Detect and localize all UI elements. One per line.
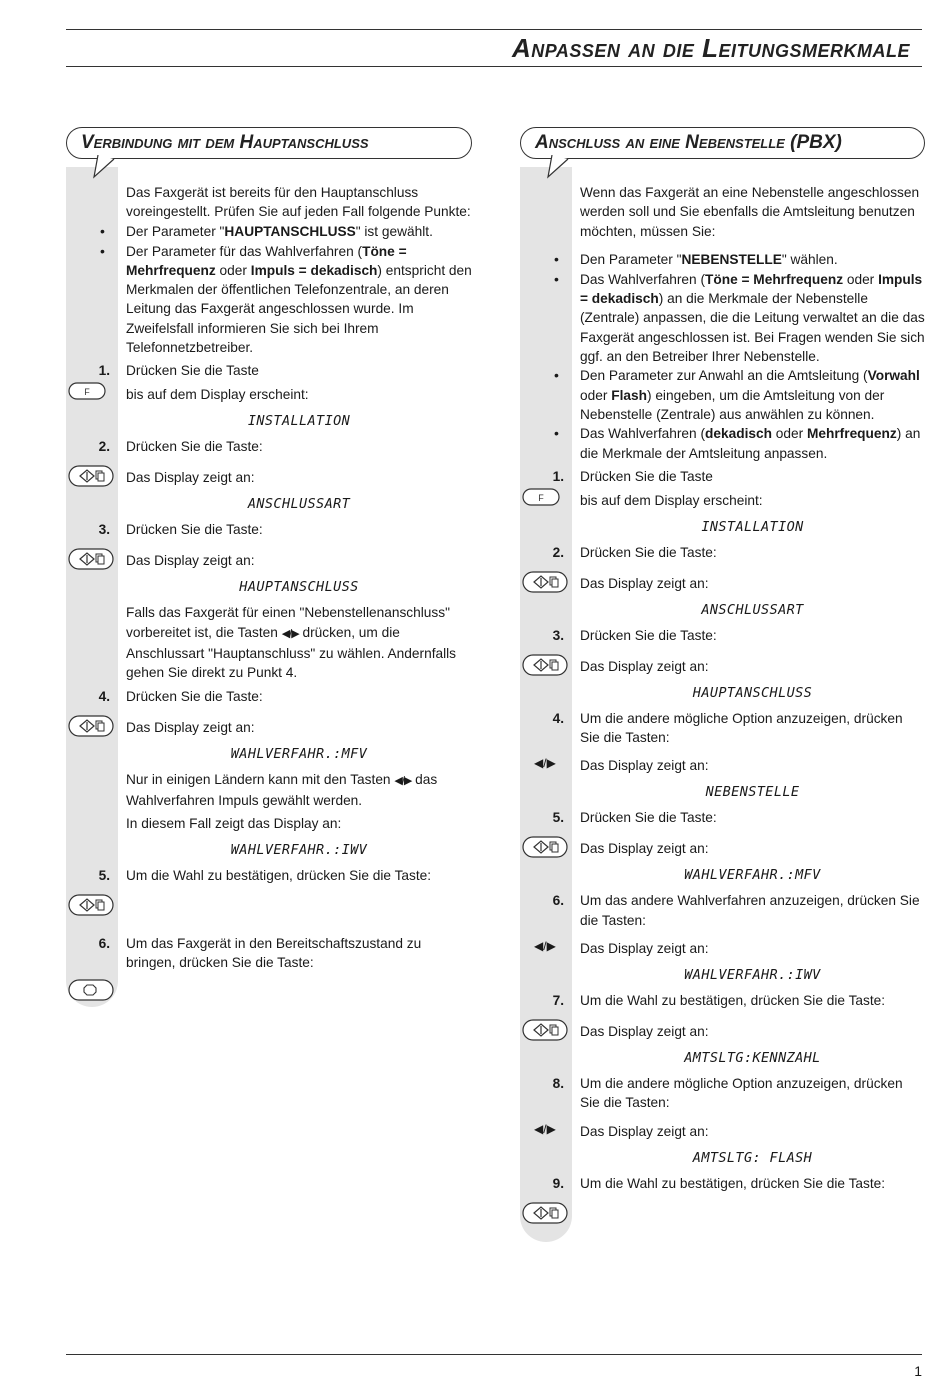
- section-nebenstelle: [520, 127, 925, 1231]
- step-9-key-row: [520, 1205, 925, 1231]
- step-2-key-row: Das Display zeigt an:: [520, 574, 925, 594]
- ok-key-icon[interactable]: [522, 571, 570, 595]
- step-4-key-row: Das Display zeigt an:: [66, 718, 472, 738]
- display-text: ANSCHLUSSART: [247, 496, 351, 513]
- section-content: [66, 159, 472, 1012]
- header-tail-decoration: [92, 155, 122, 185]
- header-tail-decoration: [546, 155, 576, 185]
- bullet: •: [554, 367, 559, 384]
- left-right-arrows-icon[interactable]: ◀/▶: [534, 756, 556, 771]
- bullet: •: [554, 425, 559, 442]
- intro-paragraph: Wenn das Faxgerät an eine Nebenstelle angeschlossen werden soll und Sie ebenfalls die Amtsleitung benutzen möchten, müssen Sie:: [580, 185, 920, 239]
- step-8-arrows-row: ◀/▶ Das Display zeigt an:: [534, 1121, 709, 1139]
- step-3: 3. Drücken Sie die Taste:: [552, 627, 717, 643]
- step-2: 2. Drücken Sie die Taste:: [98, 439, 263, 455]
- page-title: Anpassen an die Leitungsmerkmale: [511, 33, 910, 63]
- step-1: 1. Drücken Sie die Taste: [552, 468, 713, 484]
- ok-key-icon[interactable]: [68, 465, 116, 489]
- display-text: AMTSLTG:KENNZAHL: [684, 1050, 821, 1067]
- step-6: 6. Um das andere Wahlverfahren anzuzeigen, drücken Sie die Tasten:: [552, 893, 920, 928]
- step-3-key-row: Das Display zeigt an:: [66, 551, 472, 571]
- left-right-arrows-icon: ◀/▶: [281, 627, 299, 640]
- display-text: INSTALLATION: [701, 518, 804, 535]
- display-text: ANSCHLUSSART: [701, 601, 804, 618]
- ok-key-icon[interactable]: [68, 894, 116, 918]
- list-item: • Das Wahlverfahren (Töne = Mehrfrequenz oder Impuls = dekadisch) an die Merkmale der Nebenstelle (Zentrale) anpassen, die die Leitung verwaltet an die das Faxgerät angeschlossen ist. Bei Fragen wenden Sie sich ggf. an den Betreiber Ihrer Nebenstelle.: [554, 270, 925, 365]
- left-right-arrows-icon: ◀/▶: [394, 774, 412, 787]
- step-6-key-row: [66, 982, 472, 1012]
- f-key-icon[interactable]: [68, 382, 108, 402]
- bullet: •: [554, 250, 559, 267]
- list-item: • Den Parameter zur Anwahl an die Amtsleitung (Vorwahl oder Flash) eingeben, um die Amtsleitung von der Nebenstelle (Zentrale) aus anwählen zu können.: [554, 367, 920, 422]
- title-rule: [66, 66, 922, 67]
- ok-key-icon[interactable]: [68, 548, 116, 572]
- display-text: HAUPTANSCHLUSS: [239, 579, 359, 596]
- note-paragraph: Nur in einigen Ländern kann mit den Tasten ◀/▶ das Wahlverfahren Impuls gewählt werden.: [126, 771, 438, 808]
- step-1: 1. Drücken Sie die Taste: [98, 363, 259, 379]
- step-6-arrows-row: ◀/▶ Das Display zeigt an:: [534, 939, 709, 957]
- page-number: 1: [914, 1363, 922, 1378]
- section-title: Verbindung mit dem Hauptanschluss: [81, 132, 369, 153]
- step-2-key-row: Das Display zeigt an:: [66, 468, 472, 488]
- ok-key-icon[interactable]: [522, 1202, 570, 1226]
- step-4-arrows-row: ◀/▶ Das Display zeigt an:: [534, 756, 709, 774]
- display-text: HAUPTANSCHLUSS: [692, 684, 813, 701]
- svg-text:F: F: [84, 387, 90, 398]
- step-8: 8. Um die andere mögliche Option anzuzeigen, drücken Sie die Tasten:: [552, 1076, 903, 1111]
- f-key-icon[interactable]: [522, 488, 562, 508]
- display-text: AMTSLTG: FLASH: [692, 1149, 813, 1166]
- step-5: 5. Drücken Sie die Taste:: [552, 810, 717, 826]
- bullet: •: [100, 222, 105, 239]
- step-6: 6. Um das Faxgerät in den Bereitschaftszustand zu bringen, drücken Sie die Taste:: [98, 936, 422, 971]
- step-1-f-key-row: F bis auf dem Display erscheint:: [520, 491, 925, 511]
- step-7: 7. Um die Wahl zu bestätigen, drücken Sie die Taste:: [552, 993, 886, 1009]
- list-item: • Der Parameter "HAUPTANSCHLUSS" ist gewählt.: [66, 222, 472, 242]
- bottom-rule: [66, 1354, 922, 1355]
- display-text: WAHLVERFAHR.:IWV: [230, 842, 368, 859]
- ok-key-icon[interactable]: [522, 654, 570, 678]
- step-9: 9. Um die Wahl zu bestätigen, drücken Sie die Taste:: [552, 1175, 886, 1191]
- step-7-key-row: Das Display zeigt an:: [520, 1022, 925, 1042]
- stop-key-icon[interactable]: [68, 979, 116, 1005]
- step-4: 4. Um die andere mögliche Option anzuzeigen, drücken Sie die Tasten:: [552, 710, 903, 746]
- section-header: [66, 127, 472, 159]
- section-header: [520, 127, 925, 159]
- step-2: 2. Drücken Sie die Taste:: [552, 544, 717, 560]
- step-3: 3. Drücken Sie die Taste:: [98, 522, 263, 538]
- note-paragraph: In diesem Fall zeigt das Display an:: [126, 816, 342, 832]
- list-item: • Der Parameter für das Wahlverfahren (Töne = Mehrfrequenz oder Impuls = dekadisch) entspricht den Merkmalen der öffentlichen Telefonzentrale, an deren Leitung das Faxgerät angeschlossen wurde. Im Zweifelsfall informieren Sie sich bei Ihrem Telefonnetzbetreiber.: [100, 242, 472, 356]
- display-text: WAHLVERFAHR.:MFV: [230, 745, 368, 762]
- note-paragraph: Falls das Faxgerät für einen "Nebenstellenanschluss" vorbereitet ist, die Tasten ◀/▶ drücken, um die Anschlussart "Hauptanschluss" zu wählen. Andernfalls gehen Sie direkt zu Punkt 4.: [126, 605, 457, 681]
- bullet: •: [100, 242, 105, 259]
- intro-paragraph: Das Faxgerät ist bereits für den Hauptanschluss voreingestellt. Prüfen Sie auf jeden Fall folgende Punkte:: [126, 185, 471, 220]
- list-item: • Den Parameter "NEBENSTELLE" wählen.: [520, 250, 925, 270]
- ok-key-icon[interactable]: [522, 1019, 570, 1043]
- svg-text:F: F: [538, 492, 544, 503]
- bullet: •: [554, 270, 559, 287]
- step-3-key-row: Das Display zeigt an:: [520, 657, 925, 677]
- display-text: WAHLVERFAHR.:IWV: [684, 967, 821, 984]
- top-rule: [66, 29, 922, 30]
- display-text: NEBENSTELLE: [705, 784, 800, 801]
- display-text: WAHLVERFAHR.:MFV: [684, 867, 821, 884]
- list-item: • Das Wahlverfahren (dekadisch oder Mehrfrequenz) an die Merkmale der Amtsleitung anpassen.: [554, 425, 921, 461]
- step-5: 5. Um die Wahl zu bestätigen, drücken Sie die Taste:: [98, 868, 432, 884]
- section-hauptanschluss: [66, 127, 472, 1012]
- left-right-arrows-icon[interactable]: ◀/▶: [534, 939, 556, 954]
- step-5-key-row: [66, 897, 472, 923]
- ok-key-icon[interactable]: [68, 715, 116, 739]
- step-5-key-row: Das Display zeigt an:: [520, 839, 925, 859]
- left-right-arrows-icon[interactable]: ◀/▶: [534, 1121, 556, 1136]
- section-content: [520, 159, 925, 1231]
- display-text: INSTALLATION: [247, 413, 351, 430]
- step-1-f-key-row: F bis auf dem Display erscheint:: [66, 385, 472, 405]
- step-4: 4. Drücken Sie die Taste:: [98, 688, 263, 704]
- section-title: Anschluss an eine Nebenstelle (PBX): [535, 132, 842, 153]
- ok-key-icon[interactable]: [522, 836, 570, 860]
